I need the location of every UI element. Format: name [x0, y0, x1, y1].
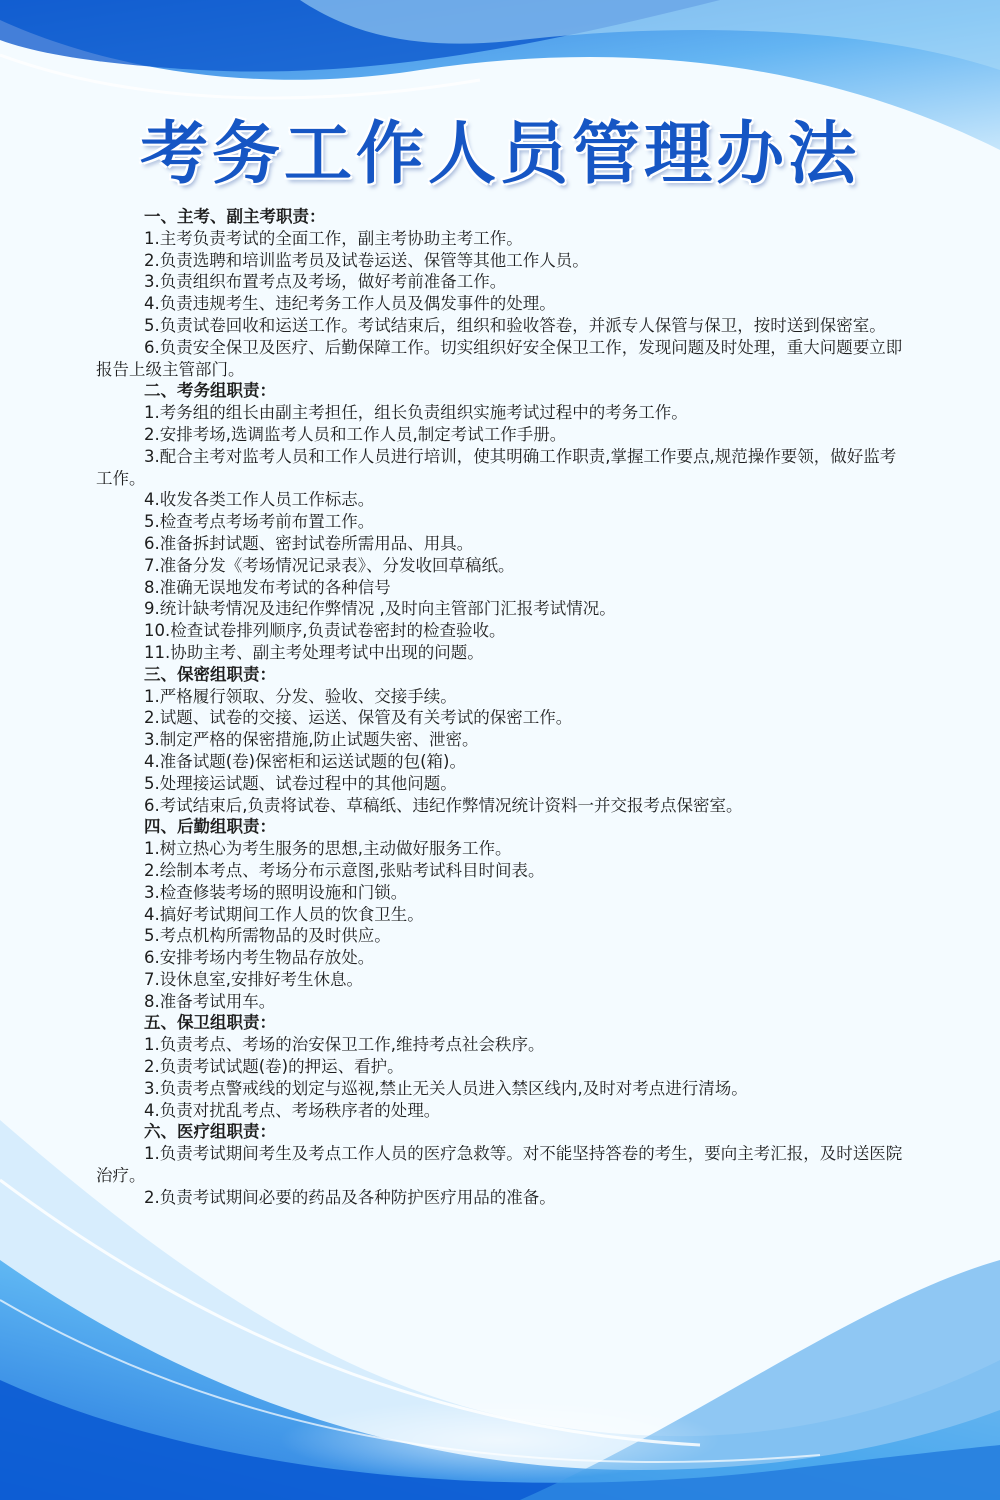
- section-item: 11.协助主考、副主考处理考试中出现的问题。: [144, 642, 484, 662]
- section-item: 10.检查试卷排列顺序,负责试卷密封的检查验收。: [144, 621, 506, 641]
- section-item: 5.考点机构所需物品的及时供应。: [144, 926, 391, 946]
- section-item: 8.准确无误地发布考试的各种信号: [144, 577, 391, 597]
- section-heading: 三、保密组职责：: [144, 664, 276, 684]
- section-heading: 二、考务组职责：: [144, 381, 276, 401]
- section-item: 8.准备考试用车。: [144, 991, 276, 1011]
- section-item: 2.安排考场,选调监考人员和工作人员,制定考试工作手册。: [144, 424, 567, 444]
- section-item: 7.设休息室,安排好考生休息。: [144, 969, 363, 989]
- section-item: 1.考务组的组长由副主考担任，组长负责组织实施考试过程中的考务工作。: [144, 403, 688, 423]
- section-item: 4.负责违规考生、违纪考务工作人员及偶发事件的处理。: [144, 294, 556, 314]
- section-item: 3.配合主考对监考人员和工作人员进行培训，使其明确工作职责,掌握工作要点,规范操作要领，做好监考工作。: [96, 446, 897, 488]
- section-item: 3.负责组织布置考点及考场，做好考前准备工作。: [144, 272, 507, 292]
- section-item: 3.负责考点警戒线的划定与巡视,禁止无关人员进入禁区线内,及时对考点进行清场。: [144, 1078, 748, 1098]
- section-item: 1.树立热心为考生服务的思想,主动做好服务工作。: [144, 839, 512, 859]
- section-item: 5.处理接运试题、试卷过程中的其他问题。: [144, 773, 457, 793]
- section-item: 2.绘制本考点、考场分布示意图,张贴考试科目时间表。: [144, 860, 545, 880]
- section-item: 1.严格履行领取、分发、验收、交接手续。: [144, 686, 457, 706]
- section-item: 6.准备拆封试题、密封试卷所需用品、用具。: [144, 533, 474, 553]
- section-item: 4.收发各类工作人员工作标志。: [144, 490, 375, 510]
- section-item: 2.负责考试试题(卷)的押运、看护。: [144, 1057, 404, 1077]
- section-item: 9.统计缺考情况及违纪作弊情况 ,及时向主管部门汇报考试情况。: [144, 599, 616, 619]
- section-heading: 五、保卫组职责：: [144, 1013, 276, 1033]
- section-item: 5.检查考点考场考前布置工作。: [144, 512, 375, 532]
- section-item: 4.准备试题(卷)保密柜和运送试题的包(箱)。: [144, 751, 466, 771]
- regulation-body: [96, 206, 908, 1209]
- section-item: 3.检查修装考场的照明设施和门锁。: [144, 882, 408, 902]
- section-item: 7.准备分发《考场情况记录表》、分发收回草稿纸。: [144, 555, 515, 575]
- section-item: 6.考试结束后,负责将试卷、草稿纸、违纪作弊情况统计资料一并交报考点保密室。: [144, 795, 743, 815]
- page-title: 考务工作人员管理办法: [139, 115, 860, 194]
- section-item: 2.负责考试期间必要的药品及各种防护医疗用品的准备。: [144, 1187, 556, 1207]
- section-item: 3.制定严格的保密措施,防止试题失密、泄密。: [144, 730, 479, 750]
- section-item: 2.试题、试卷的交接、运送、保管及有关考试的保密工作。: [144, 708, 573, 728]
- section-item: 1.负责考点、考场的治安保卫工作,维持考点社会秩序。: [144, 1035, 545, 1055]
- section-heading: 一、主考、副主考职责：: [144, 207, 326, 226]
- section-item: 5.负责试卷回收和运送工作。考试结束后，组织和验收答卷，并派专人保管与保卫，按时送到保密室。: [144, 315, 886, 335]
- section-heading: 六、医疗组职责：: [144, 1122, 276, 1142]
- section-item: 4.搞好考试期间工作人员的饮食卫生。: [144, 904, 424, 924]
- section-item: 1.主考负责考试的全面工作，副主考协助主考工作。: [144, 228, 523, 248]
- section-heading: 四、后勤组职责：: [144, 817, 276, 837]
- section-item: 6.负责安全保卫及医疗、后勤保障工作。切实组织好安全保卫工作，发现问题及时处理，重大问题要立即报告上级主管部门。: [96, 337, 903, 379]
- section-item: 1.负责考试期间考生及考点工作人员的医疗急救等。对不能坚持答卷的考生，要向主考汇报，及时送医院治疗。: [96, 1144, 903, 1186]
- section-item: 4.负责对扰乱考点、考场秩序者的处理。: [144, 1100, 441, 1120]
- section-item: 6.安排考场内考生物品存放处。: [144, 948, 375, 968]
- section-item: 2.负责选聘和培训监考员及试卷运送、保管等其他工作人员。: [144, 250, 589, 270]
